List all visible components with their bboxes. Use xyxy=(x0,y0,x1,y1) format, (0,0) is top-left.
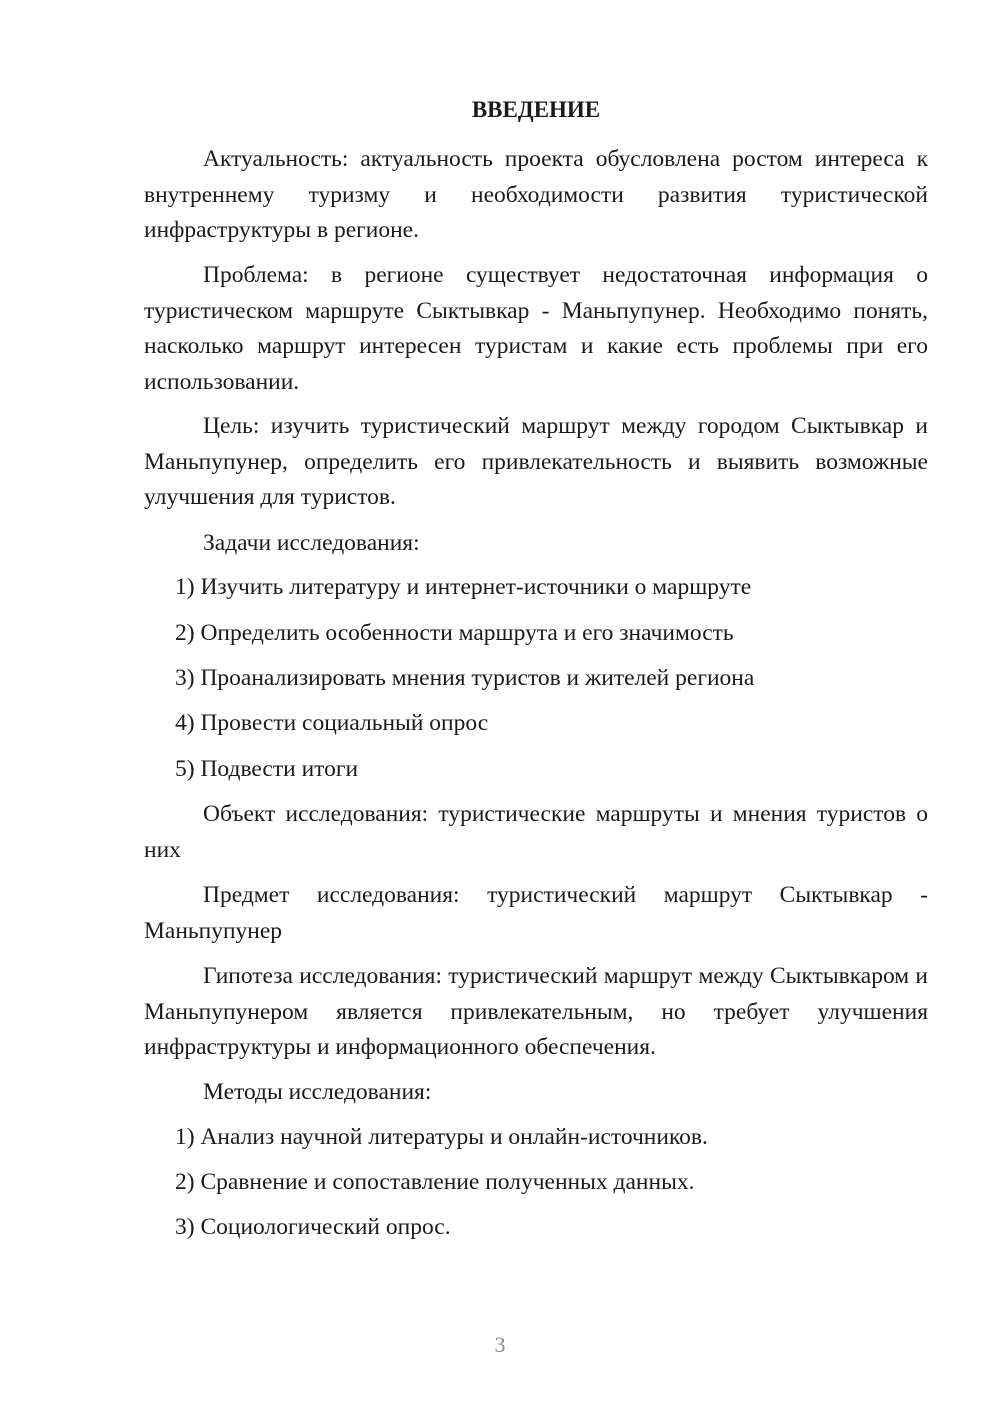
task-item: 2) Определить особенности маршрута и его значимость xyxy=(175,620,734,646)
hypothesis-paragraph: Гипотеза исследования: туристический маршрут между Сыктывкаром и Маньпупунером является привлекательным, но требует улучшения инфраструктуры и информационного обеспечения. xyxy=(144,963,928,1060)
methods-heading: Методы исследования: xyxy=(203,1079,432,1105)
method-item: 2) Сравнение и сопоставление полученных данных. xyxy=(175,1169,695,1195)
problem-paragraph: Проблема: в регионе существует недостаточная информация о туристическом маршруте Сыктывкар - Маньпупунер. Необходимо понять, насколько маршрут интересен туристам и какие есть проблемы при его использовании. xyxy=(144,262,928,395)
relevance-paragraph: Актуальность: актуальность проекта обусловлена ростом интереса к внутреннему туризму и необходимости развития туристической инфраструктуры в регионе. xyxy=(144,146,928,243)
task-item: 1) Изучить литературу и интернет-источники о маршруте xyxy=(175,574,752,600)
subject-paragraph: Предмет исследования: туристический маршрут Сыктывкар - Маньпупунер xyxy=(144,882,928,944)
task-item: 3) Проанализировать мнения туристов и жителей региона xyxy=(175,665,755,691)
object-paragraph: Объект исследования: туристические маршруты и мнения туристов о них xyxy=(144,801,928,863)
page-number: 3 xyxy=(494,1332,506,1357)
goal-paragraph: Цель: изучить туристический маршрут между городом Сыктывкар и Маньпупунер, определить его привлекательность и выявить возможные улучшения для туристов. xyxy=(144,413,928,510)
method-item: 1) Анализ научной литературы и онлайн-источников. xyxy=(175,1124,708,1150)
tasks-heading: Задачи исследования: xyxy=(203,530,420,556)
page-title: ВВЕДЕНИЕ xyxy=(471,97,601,122)
task-item: 5) Подвести итоги xyxy=(175,756,359,782)
method-item: 3) Социологический опрос. xyxy=(175,1214,451,1240)
task-item: 4) Провести социальный опрос xyxy=(175,710,489,736)
